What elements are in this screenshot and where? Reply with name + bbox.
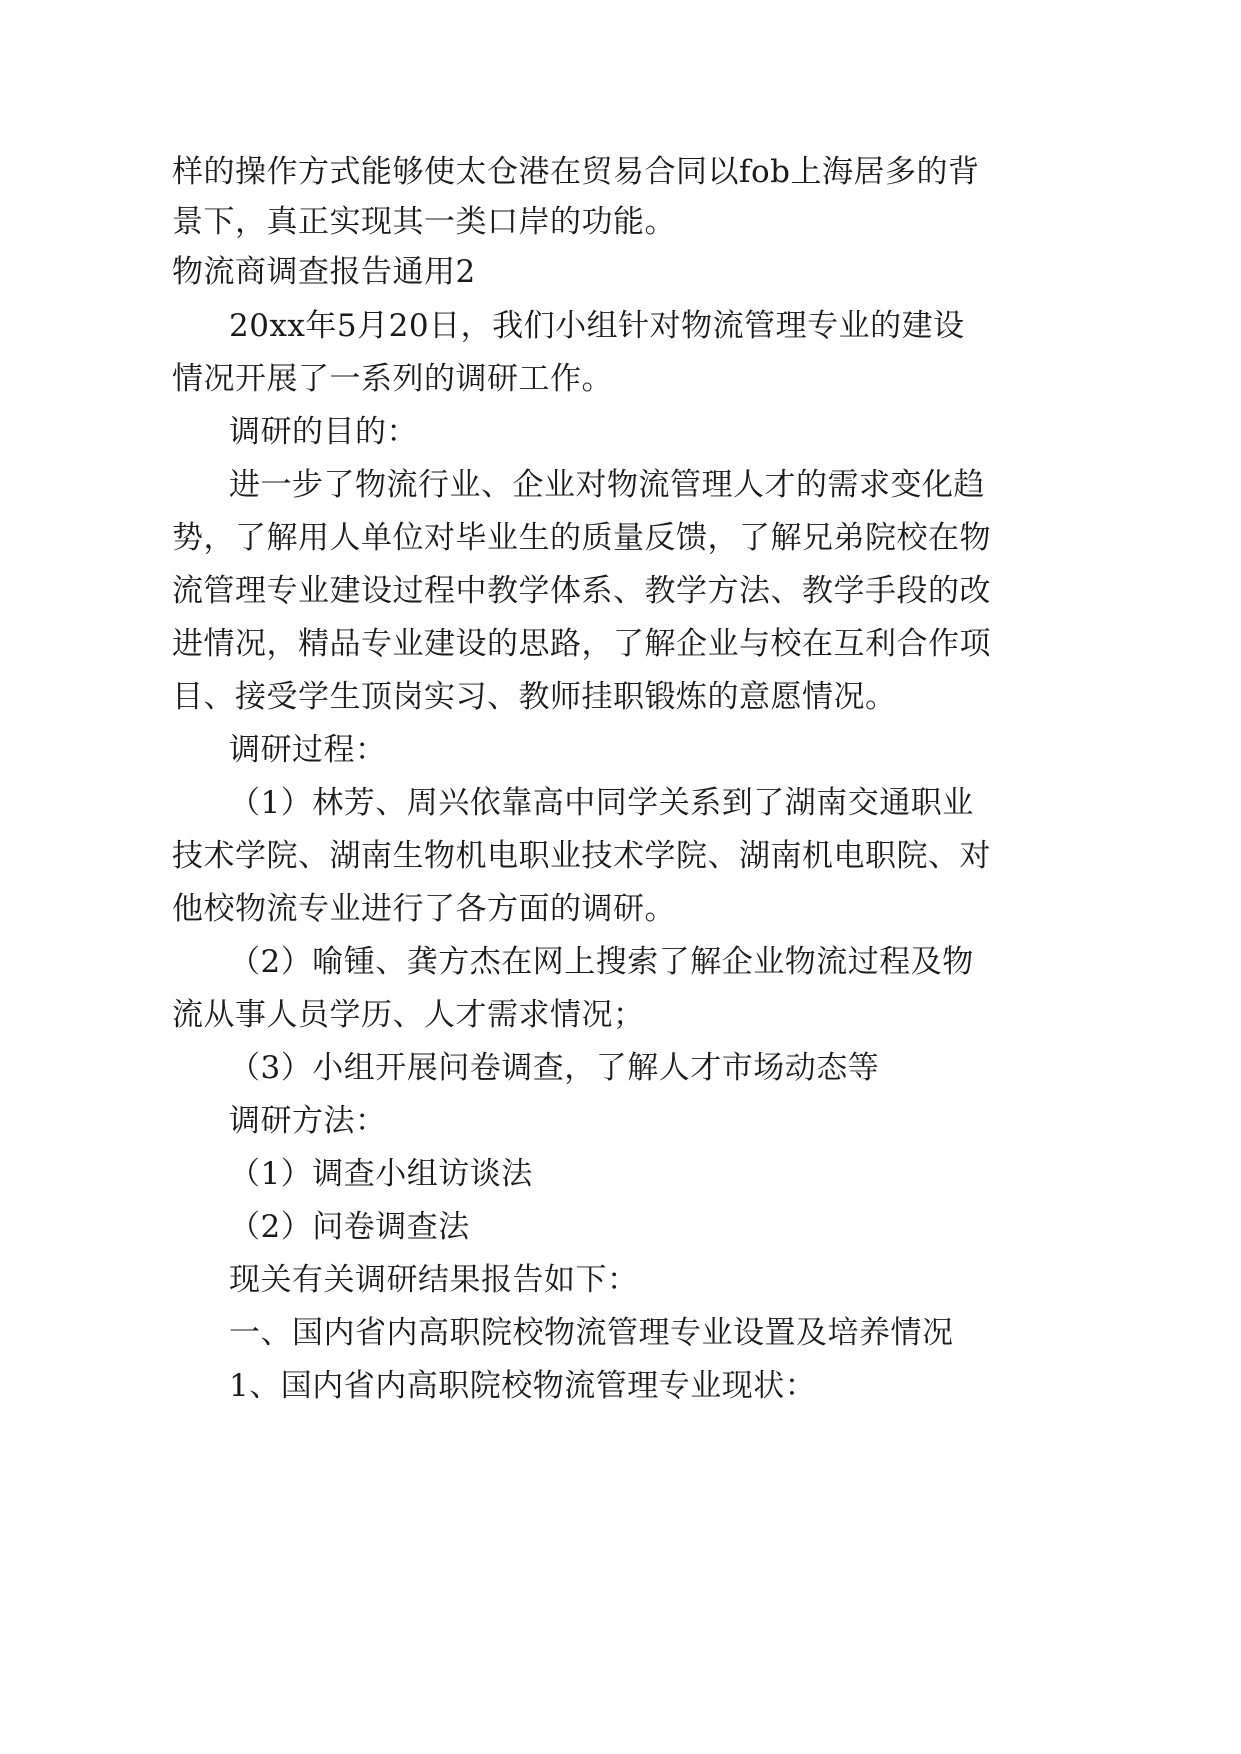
body-text-line: 现关有关调研结果报告如下：: [229, 1262, 639, 1298]
body-text-line: 目、接受学生顶岗实习、教师挂职锻炼的意愿情况。: [172, 679, 897, 715]
body-text-line: 进 情 况 ， 精 品 专 业 建 设 的 思 路 ， 了 解 企 业 与 校 在 互 利 合 作 项: [172, 626, 991, 662]
body-text-line: 技 术 学 院 、 湖 南 生 物 机 电 职 业 技 术 学 院 、 湖 南 机 电 职 院 、 对: [172, 838, 991, 874]
body-text-line: 景下，真正实现其一类口岸的功能。: [172, 204, 676, 240]
body-text-line: 一、国内省内高职院校物流管理专业设置及培养情况: [229, 1315, 954, 1351]
body-text-line: 1、国内省内高职院校物流管理专业现状：: [229, 1368, 817, 1404]
body-text-line: 调研的目的：: [229, 414, 418, 450]
section-heading: 物流商调查报告通用2: [172, 254, 476, 290]
body-text-line: （ 1 ） 林 芳 、 周 兴 依 靠 高 中 同 学 关 系 到 了 湖 南 交 通 职 业: [229, 785, 974, 821]
body-text-line: 流从事人员学历、人才需求情况；: [172, 997, 645, 1033]
body-text-line: 他校物流专业进行了各方面的调研。: [172, 891, 676, 927]
body-text-line: 进 一 步 了 物 流 行 业 、 企 业 对 物 流 管 理 人 才 的 需 求 变 化 趋: [229, 467, 985, 503]
body-text-line: 样 的 操 作 方 式 能 够 使 太 仓 港 在 贸 易 合 同 以 fob 上 海 居 多 的 背: [172, 154, 980, 190]
body-text-line: 20xx 年 5 月 20 日 ， 我 们 小 组 针 对 物 流 管 理 专 业 的 建 设: [229, 308, 965, 344]
body-text-line: 情况开展了一系列的调研工作。: [172, 361, 613, 397]
body-text-line: 调研方法：: [229, 1103, 387, 1139]
body-text-line: （2）问卷调查法: [229, 1209, 470, 1245]
body-text-line: （3）小组开展问卷调查，了解人才市场动态等: [229, 1050, 880, 1086]
body-text-line: （ 2 ） 喻 锺 、 龚 方 杰 在 网 上 搜 索 了 解 企 业 物 流 过 程 及 物: [229, 944, 974, 980]
body-text-line: 势 ， 了 解 用 人 单 位 对 毕 业 生 的 质 量 反 馈 ， 了 解 兄 弟 院 校 在 物: [172, 520, 991, 556]
body-text-line: （1）调查小组访谈法: [229, 1156, 533, 1192]
body-text-line: 调研过程：: [229, 732, 387, 768]
body-text-line: 流 管 理 专 业 建 设 过 程 中 教 学 体 系 、 教 学 方 法 、 教 学 手 段 的 改: [172, 573, 991, 609]
